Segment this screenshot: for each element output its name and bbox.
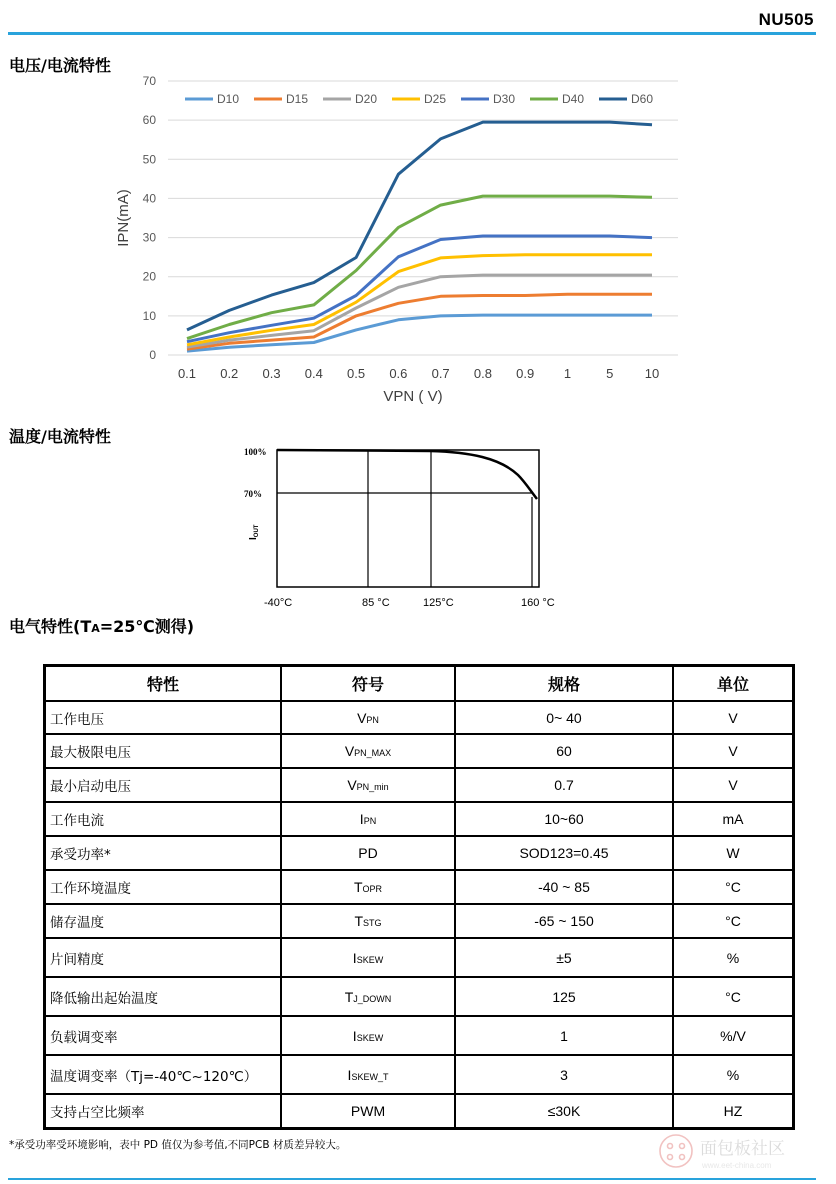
vi-ytick-label: 70 xyxy=(142,74,156,88)
vi-legend-label: D25 xyxy=(424,92,447,106)
th-unit: 单位 xyxy=(673,666,794,702)
watermark xyxy=(656,1130,826,1172)
vi-ytick-label: 50 xyxy=(142,152,156,167)
vi-ytick-label: 10 xyxy=(142,308,156,323)
vi-xtick-label: 0.1 xyxy=(177,366,197,381)
vi-xtick-label: 0.9 xyxy=(516,366,535,381)
table-row xyxy=(45,1055,794,1094)
table-row xyxy=(45,701,794,734)
watermark-logo-icon xyxy=(660,1135,692,1167)
table-header-row xyxy=(45,666,794,702)
footnote: *承受功率受环境影响，表中 PD 值仅为参考值,不同PCB 材质差异较大。 xyxy=(9,1139,347,1151)
vi-yaxis-label: IPN(mA) xyxy=(115,189,132,247)
derating-chart xyxy=(230,440,580,615)
section-title-temp: 温度/电流特性 xyxy=(9,427,111,446)
cell-characteristic: 工作电压 xyxy=(45,701,282,734)
cell-spec: 3 xyxy=(455,1055,673,1094)
cell-spec: 1 xyxy=(455,1016,673,1055)
vi-legend-label: D30 xyxy=(493,92,516,106)
cell-characteristic: 工作环境温度 xyxy=(45,870,282,904)
table-row xyxy=(45,734,794,768)
vi-series-line-d30 xyxy=(187,236,652,342)
vi-xtick-label: 0.6 xyxy=(389,366,408,381)
cell-characteristic: 温度调变率（Tj=-40℃~120℃） xyxy=(45,1055,282,1094)
table-row xyxy=(45,977,794,1016)
watermark-text: 面包板社区 xyxy=(700,1139,785,1158)
vi-legend-label: D60 xyxy=(631,92,654,106)
vi-legend-label: D20 xyxy=(355,92,378,106)
cell-symbol: IPN xyxy=(281,802,455,836)
section-title-vi: 电压/电流特性 xyxy=(9,56,111,75)
cell-characteristic: 支持占空比频率 xyxy=(45,1094,282,1128)
cell-spec: ±5 xyxy=(455,938,673,977)
cell-spec: -40 ~ 85 xyxy=(455,870,673,904)
cell-unit: W xyxy=(673,836,794,870)
cell-characteristic: 最小启动电压 xyxy=(45,768,282,802)
cell-symbol: ISKEW xyxy=(281,1016,455,1055)
cell-spec: 0~ 40 xyxy=(455,701,673,734)
vi-xtick-label: 0.8 xyxy=(473,366,492,381)
cell-characteristic: 降低输出起始温度 xyxy=(45,977,282,1016)
table-row xyxy=(45,870,794,904)
vi-series-line-d15 xyxy=(187,294,652,349)
vi-xtick-label: 0.5 xyxy=(347,366,366,381)
th-characteristic: 特性 xyxy=(45,666,282,702)
cell-spec: SOD123=0.45 xyxy=(455,836,673,870)
cell-symbol: ISKEW_T xyxy=(281,1055,455,1094)
th-symbol: 符号 xyxy=(281,666,455,702)
cell-unit: °C xyxy=(673,904,794,938)
cell-unit: mA xyxy=(673,802,794,836)
vi-xtick-label: 5 xyxy=(606,366,614,381)
vi-ytick-label: 20 xyxy=(142,269,156,284)
vi-legend-label: D15 xyxy=(286,92,309,106)
cell-symbol: VPN xyxy=(281,701,455,734)
cell-spec: ≤30K xyxy=(455,1094,673,1128)
vi-ytick-label: 30 xyxy=(142,230,156,245)
derating-xtick-neg40: -40°C xyxy=(264,597,293,609)
cell-symbol: PWM xyxy=(281,1094,455,1128)
table-row xyxy=(45,768,794,802)
cell-characteristic: 工作电流 xyxy=(45,802,282,836)
vi-xtick-label: 0.3 xyxy=(262,366,281,381)
cell-spec: 0.7 xyxy=(455,768,673,802)
vi-series-line-d20 xyxy=(187,275,652,347)
footer-rule xyxy=(8,1178,816,1180)
cell-spec: -65 ~ 150 xyxy=(455,904,673,938)
cell-symbol: PD xyxy=(281,836,455,870)
derating-ytick-100: 100% xyxy=(244,447,267,457)
vi-ytick-label: 0 xyxy=(149,348,156,362)
cell-unit: V xyxy=(673,734,794,768)
part-number: NU505 xyxy=(758,10,814,29)
cell-characteristic: 片间精度 xyxy=(45,938,282,977)
table-row xyxy=(45,1094,794,1128)
cell-symbol: VPN_min xyxy=(281,768,455,802)
vi-xtick-label: 0.4 xyxy=(304,366,323,381)
cell-unit: HZ xyxy=(673,1094,794,1128)
cell-unit: °C xyxy=(673,977,794,1016)
watermark-url: www.eet-china.com xyxy=(702,1161,772,1170)
table-row xyxy=(45,938,794,977)
vi-legend-label: D40 xyxy=(562,92,585,106)
th-spec: 规格 xyxy=(455,666,673,702)
header-rule xyxy=(8,32,816,35)
svg-text:IOUT: $I_{OUT}$ xyxy=(248,524,260,540)
cell-symbol: TOPR xyxy=(281,870,455,904)
vi-xaxis-label: VPN ( V) xyxy=(383,388,443,405)
cell-characteristic: 承受功率* xyxy=(45,836,282,870)
cell-unit: V xyxy=(673,768,794,802)
cell-characteristic: 负载调变率 xyxy=(45,1016,282,1055)
cell-characteristic: 最大极限电压 xyxy=(45,734,282,768)
vi-chart xyxy=(110,70,690,410)
derating-xtick-125: 125°C xyxy=(423,597,454,609)
table-row xyxy=(45,904,794,938)
vi-xtick-label: 10 xyxy=(644,366,660,381)
cell-symbol: TJ_DOWN xyxy=(281,977,455,1016)
cell-unit: °C xyxy=(673,870,794,904)
cell-characteristic: 储存温度 xyxy=(45,904,282,938)
section-title-electrical: 电气特性(TA=25℃测得) xyxy=(9,617,195,636)
derating-ylabel xyxy=(248,524,260,540)
table-row xyxy=(45,1016,794,1055)
derating-xtick-160: 160 °C xyxy=(521,597,555,609)
cell-symbol: VPN_MAX xyxy=(281,734,455,768)
cell-unit: V xyxy=(673,701,794,734)
vi-ytick-label: 40 xyxy=(142,191,156,206)
derating-xtick-85: 85 °C xyxy=(362,597,390,609)
vi-xtick-label: 1 xyxy=(563,366,572,381)
cell-spec: 10~60 xyxy=(455,802,673,836)
vi-legend-label: D10 xyxy=(217,92,240,106)
derating-ytick-70: 70% xyxy=(244,489,262,499)
cell-unit: % xyxy=(673,1055,794,1094)
derating-frame xyxy=(277,450,539,587)
cell-unit: % xyxy=(673,938,794,977)
vi-ytick-label: 60 xyxy=(142,113,156,128)
cell-symbol: TSTG xyxy=(281,904,455,938)
cell-spec: 125 xyxy=(455,977,673,1016)
table-row xyxy=(45,836,794,870)
cell-unit: %/V xyxy=(673,1016,794,1055)
table-row xyxy=(45,802,794,836)
cell-spec: 60 xyxy=(455,734,673,768)
vi-xtick-label: 0.7 xyxy=(431,366,450,381)
cell-symbol: ISKEW xyxy=(281,938,455,977)
vi-xtick-label: 0.2 xyxy=(220,366,239,381)
electrical-spec-table xyxy=(43,664,795,1130)
derating-curve xyxy=(277,450,537,499)
